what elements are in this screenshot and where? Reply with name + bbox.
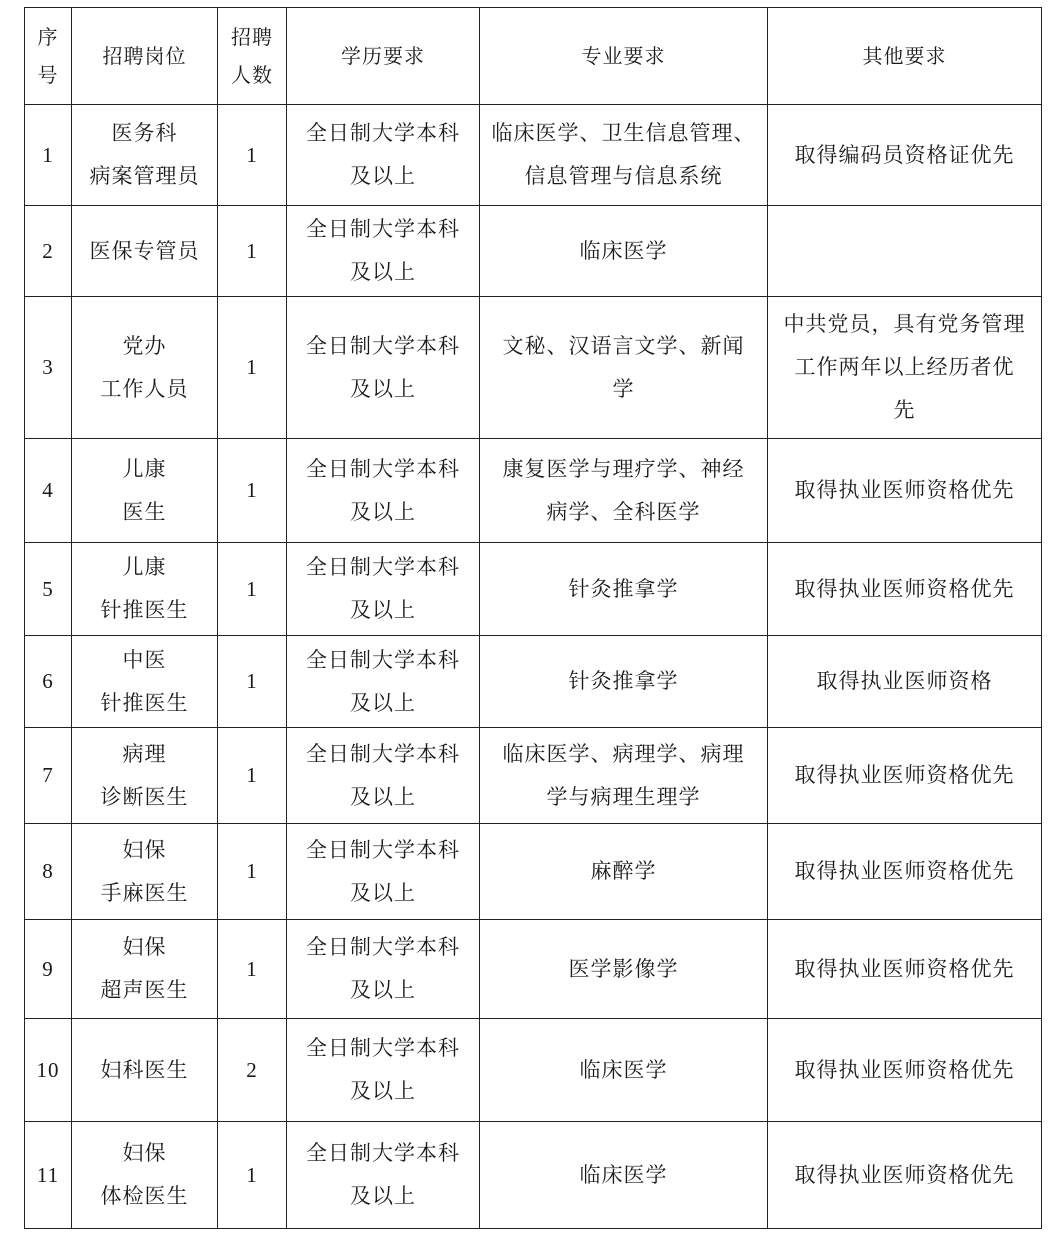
education-cell [287, 105, 480, 206]
table-body [25, 105, 1042, 1229]
count-cell: 1 [218, 1122, 287, 1229]
major-cell [480, 1122, 768, 1229]
education-cell [287, 824, 480, 920]
count-cell: 1 [218, 297, 287, 439]
header-count [218, 8, 287, 105]
table-row [25, 1019, 1042, 1122]
major-line: 信息管理与信息系统 [524, 164, 723, 188]
education-cell [287, 1019, 480, 1122]
major-line: 麻醉学 [590, 859, 657, 883]
count-cell: 1 [218, 920, 287, 1019]
major-cell [480, 728, 768, 824]
education-line: 全日制大学本科 [306, 1036, 460, 1060]
education-line: 全日制大学本科 [306, 935, 460, 959]
education-line: 全日制大学本科 [306, 647, 460, 672]
seq-cell: 11 [25, 1122, 72, 1229]
count-cell: 2 [218, 1019, 287, 1122]
education-line: 全日制大学本科 [306, 555, 460, 579]
seq-cell: 2 [25, 206, 72, 297]
position-line: 妇保 [122, 1141, 167, 1165]
education-line: 全日制大学本科 [306, 837, 460, 862]
position-cell [72, 543, 218, 636]
major-line: 医学影像学 [568, 956, 679, 981]
header-other-line: 其他要求 [862, 44, 947, 68]
education-line: 全日制大学本科 [306, 741, 460, 766]
position-line: 中医 [122, 647, 167, 672]
major-line: 临床医学、卫生信息管理、 [491, 121, 756, 145]
major-cell [480, 543, 768, 636]
major-line: 临床医学 [579, 1162, 668, 1187]
table-row [25, 439, 1042, 543]
education-cell [287, 920, 480, 1019]
major-cell [480, 439, 768, 543]
position-line: 妇科医生 [100, 1057, 189, 1082]
seq-cell: 1 [25, 105, 72, 206]
position-line: 针推医生 [100, 690, 189, 715]
position-cell [72, 824, 218, 920]
table-row [25, 543, 1042, 636]
other-line: 取得执业医师资格优先 [794, 859, 1015, 883]
other-cell [768, 824, 1042, 920]
major-cell [480, 920, 768, 1019]
other-line: 取得执业医师资格优先 [794, 478, 1015, 502]
education-cell [287, 439, 480, 543]
seq-cell: 9 [25, 920, 72, 1019]
position-line: 党办 [122, 333, 167, 358]
table-row [25, 297, 1042, 439]
major-line: 学与病理生理学 [546, 784, 701, 809]
position-line: 妇保 [122, 837, 167, 862]
position-line: 手麻医生 [100, 880, 189, 905]
major-cell [480, 636, 768, 728]
education-cell [287, 297, 480, 439]
major-cell [480, 297, 768, 439]
major-line: 临床医学 [579, 1057, 668, 1082]
table-row [25, 105, 1042, 206]
position-cell [72, 920, 218, 1019]
position-cell [72, 1122, 218, 1229]
education-line: 及以上 [350, 164, 416, 188]
count-cell: 1 [218, 439, 287, 543]
other-cell [768, 439, 1042, 543]
seq-cell: 4 [25, 439, 72, 543]
position-line: 诊断医生 [100, 784, 189, 809]
header-count-line: 人数 [231, 63, 273, 87]
position-cell [72, 636, 218, 728]
education-line: 及以上 [350, 260, 416, 284]
other-line: 取得执业医师资格优先 [794, 576, 1015, 601]
position-cell [72, 206, 218, 297]
position-line: 病理 [122, 741, 167, 766]
education-line: 及以上 [350, 1079, 416, 1103]
major-cell [480, 1019, 768, 1122]
position-line: 医务科 [111, 121, 178, 145]
other-line: 中共党员，具有党务管理 [783, 312, 1026, 336]
major-line: 针灸推拿学 [568, 669, 679, 693]
education-line: 及以上 [350, 690, 416, 715]
position-cell [72, 1019, 218, 1122]
position-line: 儿康 [122, 555, 167, 579]
education-line: 及以上 [350, 376, 416, 401]
major-line: 针灸推拿学 [568, 576, 679, 601]
other-cell [768, 543, 1042, 636]
other-line: 取得执业医师资格 [816, 669, 993, 693]
header-count-line: 招聘 [231, 25, 273, 49]
header-major [480, 8, 768, 105]
major-cell [480, 105, 768, 206]
position-line: 医生 [122, 499, 167, 524]
position-line: 针推医生 [100, 598, 189, 622]
position-cell [72, 105, 218, 206]
other-cell [768, 105, 1042, 206]
seq-cell: 8 [25, 824, 72, 920]
header-position [72, 8, 218, 105]
other-cell [768, 920, 1042, 1019]
table-row [25, 824, 1042, 920]
other-line: 取得执业医师资格优先 [794, 763, 1015, 787]
education-cell [287, 728, 480, 824]
major-line: 临床医学 [579, 238, 668, 263]
header-seq-line: 号 [37, 63, 59, 87]
major-line: 康复医学与理疗学、神经 [502, 456, 745, 481]
other-line: 取得执业医师资格优先 [794, 1057, 1015, 1082]
header-position-line: 招聘岗位 [102, 44, 187, 68]
count-cell: 1 [218, 206, 287, 297]
position-cell [72, 297, 218, 439]
count-cell: 1 [218, 105, 287, 206]
education-line: 及以上 [350, 1184, 416, 1208]
other-cell [768, 297, 1042, 439]
table-row [25, 206, 1042, 297]
education-line: 全日制大学本科 [306, 333, 460, 358]
position-cell [72, 439, 218, 543]
education-cell [287, 636, 480, 728]
other-cell [768, 1122, 1042, 1229]
education-cell [287, 1122, 480, 1229]
other-line: 取得编码员资格证优先 [794, 142, 1015, 167]
major-cell [480, 824, 768, 920]
other-line: 取得执业医师资格优先 [794, 956, 1015, 981]
education-line: 及以上 [350, 499, 416, 524]
education-line: 及以上 [350, 598, 416, 622]
education-line: 全日制大学本科 [306, 121, 460, 145]
education-line: 及以上 [350, 978, 416, 1002]
major-line: 文秘、汉语言文学、新闻 [502, 333, 745, 358]
seq-cell: 7 [25, 728, 72, 824]
count-cell: 1 [218, 728, 287, 824]
education-line: 全日制大学本科 [306, 217, 460, 241]
other-line: 取得执业医师资格优先 [794, 1162, 1015, 1187]
other-cell [768, 206, 1042, 297]
position-line: 医保专管员 [89, 238, 200, 263]
position-line: 病案管理员 [89, 164, 200, 188]
other-line: 先 [893, 398, 916, 422]
other-cell [768, 636, 1042, 728]
major-line: 临床医学、病理学、病理 [502, 741, 745, 766]
major-line: 学 [612, 376, 635, 401]
major-line: 病学、全科医学 [546, 499, 701, 524]
table-row [25, 920, 1042, 1019]
header-education [287, 8, 480, 105]
other-line: 工作两年以上经历者优 [794, 355, 1015, 379]
position-line: 体检医生 [100, 1184, 189, 1208]
education-line: 全日制大学本科 [306, 456, 460, 481]
education-cell [287, 543, 480, 636]
major-cell [480, 206, 768, 297]
education-line: 及以上 [350, 784, 416, 809]
other-cell [768, 1019, 1042, 1122]
position-line: 超声医生 [100, 978, 189, 1002]
position-cell [72, 728, 218, 824]
table-row [25, 1122, 1042, 1229]
position-line: 工作人员 [100, 376, 189, 401]
recruitment-table [24, 7, 1042, 1229]
seq-cell: 6 [25, 636, 72, 728]
position-line: 儿康 [122, 456, 167, 481]
header-education-line: 学历要求 [341, 44, 425, 68]
count-cell: 1 [218, 636, 287, 728]
count-cell: 1 [218, 543, 287, 636]
seq-cell: 3 [25, 297, 72, 439]
header-other [768, 8, 1042, 105]
position-line: 妇保 [122, 935, 167, 959]
header-row [25, 8, 1042, 105]
seq-cell: 5 [25, 543, 72, 636]
education-line: 全日制大学本科 [306, 1141, 460, 1165]
header-seq-line: 序 [37, 25, 59, 49]
education-cell [287, 206, 480, 297]
count-cell: 1 [218, 824, 287, 920]
education-line: 及以上 [350, 880, 416, 905]
seq-cell: 10 [25, 1019, 72, 1122]
header-major-line: 专业要求 [581, 44, 666, 68]
table-row [25, 636, 1042, 728]
other-cell [768, 728, 1042, 824]
header-seq [25, 8, 72, 105]
table-row [25, 728, 1042, 824]
